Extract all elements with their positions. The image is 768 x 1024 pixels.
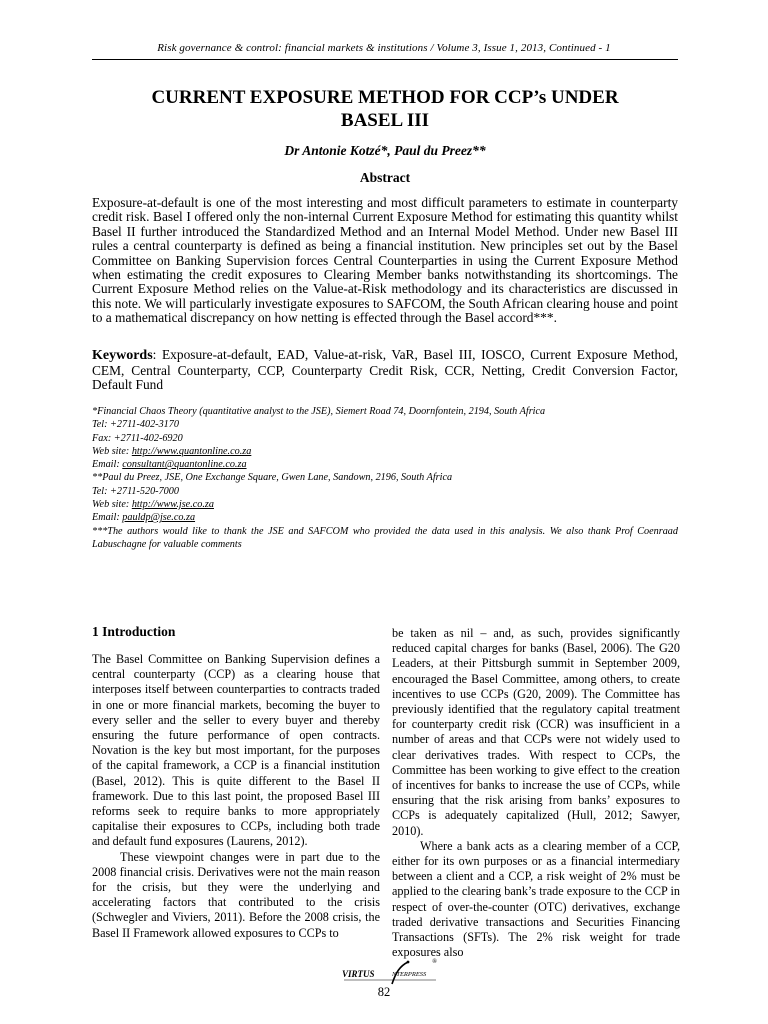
keywords (92, 348, 678, 393)
title-line-1: CURRENT EXPOSURE METHOD FOR CCP’s UNDER (151, 87, 619, 108)
intro-paragraph-3: be taken as nil – and, as such, provides significantly reduced capital charges for banks (Basel, 2006). The G20 Leaders, at their Pittsburgh summit in September 2009, encouraged the Basel Committee, among others, to create incentives to use CCPs (G20, 2009). The Committee has previously identified that the regulatory capital treatment for counterparty credit risk (CCR) was insufficient in a number of areas and that CCPs were not widely used to clear derivatives trades. With respect to CCPs, the Committee has been working to give effect to the creation of incentives for banks to increase the use of CCPs, while ensuring that the risk arising from banks’ exposures to CCPs is adequately capitalized (Hull, 2012; Sawyer, 2010). (392, 626, 680, 838)
affiliation-2: **Paul du Preez, JSE, One Exchange Square, Gwen Lane, Sandown, 2196, South Africa (92, 472, 453, 484)
website-link-1[interactable]: http://www.quantonline.co.za (131, 445, 252, 457)
email-1: Email: consultant@quantonline.co.za (92, 459, 247, 471)
footnotes (92, 405, 678, 551)
website-link-2[interactable]: http://www.jse.co.za (131, 499, 214, 511)
page-number: 82 (377, 985, 391, 999)
intro-paragraph-2: These viewpoint changes were in part due to the 2008 financial crisis. Derivatives were not the main reason for the crisis, but they were the underlying and accelerating factors that contributed to the crisis (Schwegler and Viviers, 2011). Before the 2008 crisis, the Basel II Framework allowed exposures to CCPs to (92, 849, 380, 940)
left-column (92, 624, 380, 941)
acknowledgement: ***The authors would like to thank the JSE and SAFCOM who provided the data used in this analysis. We also thank Prof Coenraad Labuschagne for valuable comments (92, 525, 678, 550)
logo-text: VIRTUS (342, 969, 375, 979)
affiliation-1: *Financial Chaos Theory (quantitative analyst to the JSE), Siemert Road 74, Doornfontein, 2194, South Africa (92, 406, 546, 417)
authors: Dr Antonie Kotzé*, Paul du Preez** (284, 143, 486, 158)
section-heading: 1 Introduction (92, 624, 176, 639)
publisher-logo (340, 958, 440, 988)
intro-paragraph-4: Where a bank acts as a clearing member of a CCP, either for its own purposes or as a financial intermediary between a client and a CCP, a risk weight of 2% must be applied to the clearing bank’s trade exposure to the CCP in respect of over-the-counter (OTC) derivatives, exchange traded derivative transactions and Securities Financing Transactions (SFTs). The 2% risk weight for trade exposures also (392, 838, 680, 960)
website-1: Web site: http://www.quantonline.co.za (92, 445, 252, 457)
abstract-text: Exposure-at-default is one of the most interesting and most difficult parameters to estimate in counterparty credit risk. Basel I offered only the non-internal Current Exposure Method for estimating this quantity whilst Basel II further introduced the Standardized Method and an Internal Model Method. Under new Basel III rules a central counterparty is defined as being a financial institution. New principles set out by the Basel Committee on Banking Supervision forces Central Counterparties in using the Current Exposure Method when estimating the credit exposures to Clearing Member banks notwithstanding its shortcomings. The Current Exposure Method relies on the Value-at-Risk methodology and its characteristics are discussed in this note. We will particularly investigate exposures to SAFCOM, the South African clearing house and point to a mathematical discrepancy on how netting is effected through the Basel accord***. (92, 195, 678, 326)
tel-2: Tel: +2711-520-7000 (92, 485, 179, 497)
header-rule (92, 59, 678, 60)
email-link-2[interactable]: pauldp@jse.co.za (122, 512, 196, 524)
abstract-heading: Abstract (359, 170, 411, 185)
keywords-label: Keywords (92, 348, 153, 363)
fax-1: Fax: +2711-402-6920 (92, 432, 183, 444)
title-line-2: BASEL III (340, 110, 430, 131)
email-2: Email: pauldp@jse.co.za (92, 512, 196, 524)
intro-paragraph-1: The Basel Committee on Banking Supervision defines a central counterparty (CCP) as a clearing house that interposes itself between counterparties to contracts traded in one or more financial markets, becoming the buyer to every seller and the seller to every buyer and thereby ensuring the future performance of open contracts. Novation is the key but most important, for the purposes of the capital framework, a CCP is a financial institution (Basel, 2012). This is quite different to the Basel II framework. Due to this last point, the proposed Basel III reforms seek to require banks to more appropriately capitalise their exposures to CCPs, including both trade and default fund exposures (Laurens, 2012). (92, 652, 380, 849)
email-link-1[interactable]: consultant@quantonline.co.za (122, 459, 247, 471)
website-2: Web site: http://www.jse.co.za (92, 499, 214, 511)
registered-mark: ® (432, 958, 437, 965)
logo-subtext: NTERPRESS (392, 971, 427, 978)
running-head: Risk governance & control: financial markets & institutions / Volume 3, Issue 1, 2013, Continued - 1 (157, 42, 611, 54)
keywords-text: : Exposure-at-default, EAD, Value-at-risk, VaR, Basel III, IOSCO, Current Exposure Method, CEM, Central Counterparty, CCP, Counterparty Credit Risk, CCR, Netting, Credit Conversion Factor, Default Fund (92, 347, 678, 393)
right-column (392, 626, 680, 960)
paper-title (92, 86, 678, 132)
tel-1: Tel: +2711-402-3170 (92, 419, 179, 431)
